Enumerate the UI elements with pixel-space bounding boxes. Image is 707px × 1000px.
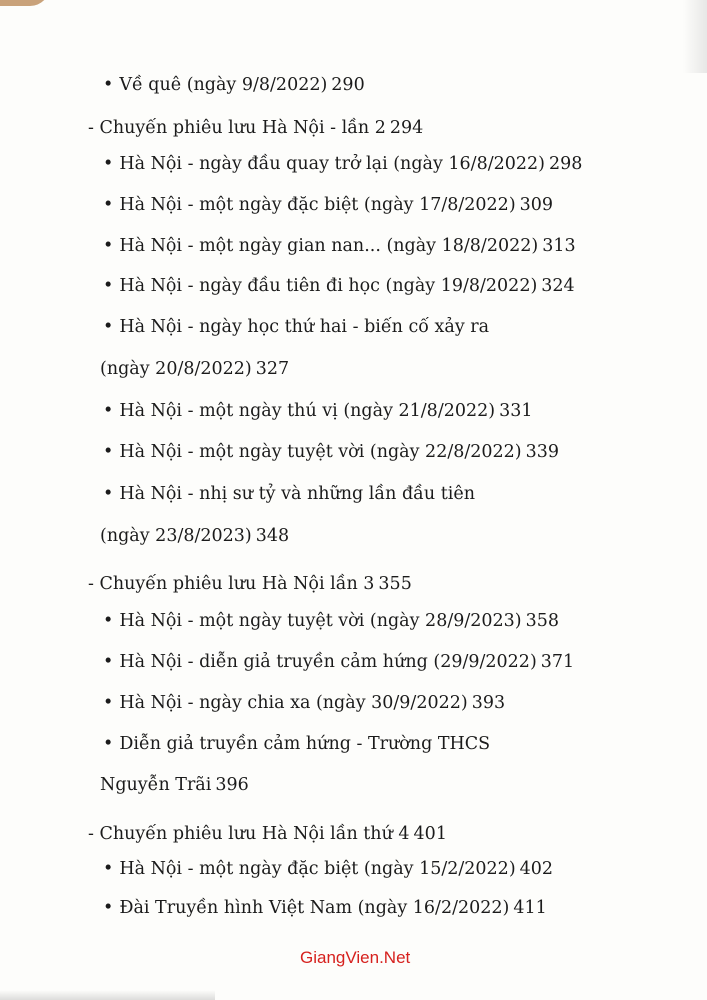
toc-entry-page: 309 — [520, 193, 707, 1000]
toc-entry-page: 355 — [378, 572, 707, 1000]
bullet: • — [103, 611, 114, 631]
toc-entry-title: Hà Nội - diễn giả truyền cảm hứng (29/9/2022) — [119, 652, 537, 672]
toc-entry-page: 313 — [542, 234, 707, 1000]
toc-entry — [103, 193, 569, 217]
toc-entry — [103, 234, 576, 258]
toc-entry-page: 358 — [526, 609, 707, 1000]
toc-entry-title: - Chuyến phiêu lưu Hà Nội lần thứ 4 — [88, 824, 410, 844]
toc-section-entry — [88, 822, 569, 846]
bullet: • — [103, 276, 114, 296]
toc-entry-page: 339 — [526, 440, 707, 1000]
toc-entry — [103, 152, 583, 176]
toc-entry-title: Hà Nội - một ngày tuyệt vời (ngày 28/9/2023) — [119, 611, 522, 631]
bullet: • — [103, 734, 114, 754]
toc-entry-title: Hà Nội - một ngày tuyệt vời (ngày 22/8/2022) — [119, 442, 522, 462]
toc-entry-page: 402 — [520, 857, 707, 1000]
toc-entry — [103, 399, 569, 423]
toc-entry-title-line2: Nguyễn Trãi — [100, 775, 212, 795]
toc-entry-title: Hà Nội - một ngày đặc biệt (ngày 15/2/2022) — [119, 859, 516, 879]
bullet: • — [103, 75, 114, 95]
toc-section-entry — [88, 116, 569, 140]
toc-entry-page: 393 — [472, 691, 707, 1000]
bullet: • — [103, 484, 114, 504]
toc-entry-page: 401 — [414, 822, 707, 1000]
toc-entry-page: 348 — [256, 524, 707, 1000]
bullet: • — [103, 401, 114, 421]
toc-entry-title: Hà Nội - một ngày gian nan... (ngày 18/8/2022) — [119, 236, 539, 256]
toc-entry-page: 396 — [215, 773, 707, 1000]
toc-entry-page: 290 — [331, 73, 707, 1000]
bullet: • — [103, 442, 114, 462]
watermark-text: GiangVien.Net — [300, 948, 411, 967]
toc-entry-title: Hà Nội - ngày học thứ hai - biến cố xảy ra — [119, 317, 490, 337]
toc-entry-title-line2: (ngày 20/8/2022) — [100, 359, 252, 379]
toc-entry-title-line1 — [103, 732, 490, 756]
toc-entry-title: - Chuyến phiêu lưu Hà Nội lần 3 — [88, 574, 375, 594]
toc-entry — [103, 857, 569, 881]
toc-entry-title: Hà Nội - nhị sư tỷ và những lần đầu tiên — [119, 484, 475, 504]
toc-entry-title: Hà Nội - ngày chia xa (ngày 30/9/2022) — [119, 693, 468, 713]
bullet: • — [103, 317, 114, 337]
toc-entry-page: 327 — [256, 357, 707, 1000]
bullet: • — [103, 693, 114, 713]
toc-entry — [103, 691, 569, 715]
toc-entry-title-line1 — [103, 482, 475, 506]
toc-entry — [103, 896, 569, 920]
toc-entry-page: 331 — [499, 399, 707, 1000]
toc-entry-title-line2: (ngày 23/8/2023) — [100, 526, 252, 546]
bullet: • — [103, 859, 114, 879]
toc-entry — [103, 650, 575, 674]
toc-entry-page: 371 — [541, 650, 707, 1000]
bullet: • — [103, 652, 114, 672]
toc-entry — [103, 73, 569, 97]
toc-entry-title: Về quê (ngày 9/8/2022) — [119, 75, 328, 95]
toc-entry-title: - Chuyến phiêu lưu Hà Nội - lần 2 — [88, 118, 386, 138]
toc-entry-title: Hà Nội - một ngày đặc biệt (ngày 17/8/2022) — [119, 195, 516, 215]
toc-entry — [103, 274, 575, 298]
toc-entry-page: 298 — [549, 152, 707, 1000]
bullet: • — [103, 898, 114, 918]
toc-entry-title: Hà Nội - ngày đầu quay trở lại (ngày 16/8/2022) — [119, 154, 545, 174]
toc-entry — [103, 609, 569, 633]
toc-entry-title: Đài Truyền hình Việt Nam (ngày 16/2/2022) — [119, 898, 510, 918]
bullet: • — [103, 195, 114, 215]
toc-entry-continuation — [100, 357, 569, 381]
toc-entry-title-line1 — [103, 315, 489, 339]
toc-entry — [103, 440, 569, 464]
toc-entry-title: Hà Nội - ngày đầu tiên đi học (ngày 19/8/2022) — [119, 276, 538, 296]
bullet: • — [103, 154, 114, 174]
toc-entry-page: 294 — [390, 116, 707, 1000]
toc-section-entry — [88, 572, 569, 596]
toc-entry-title: Diễn giả truyền cảm hứng - Trường THCS — [119, 734, 491, 754]
toc-entry-page: 411 — [513, 896, 707, 1000]
toc-entry-title: Hà Nội - một ngày thú vị (ngày 21/8/2022) — [119, 401, 496, 421]
bullet: • — [103, 236, 114, 256]
toc-entry-page: 324 — [541, 274, 707, 1000]
toc-entry-continuation — [100, 524, 569, 548]
toc-entry-continuation — [100, 773, 569, 797]
